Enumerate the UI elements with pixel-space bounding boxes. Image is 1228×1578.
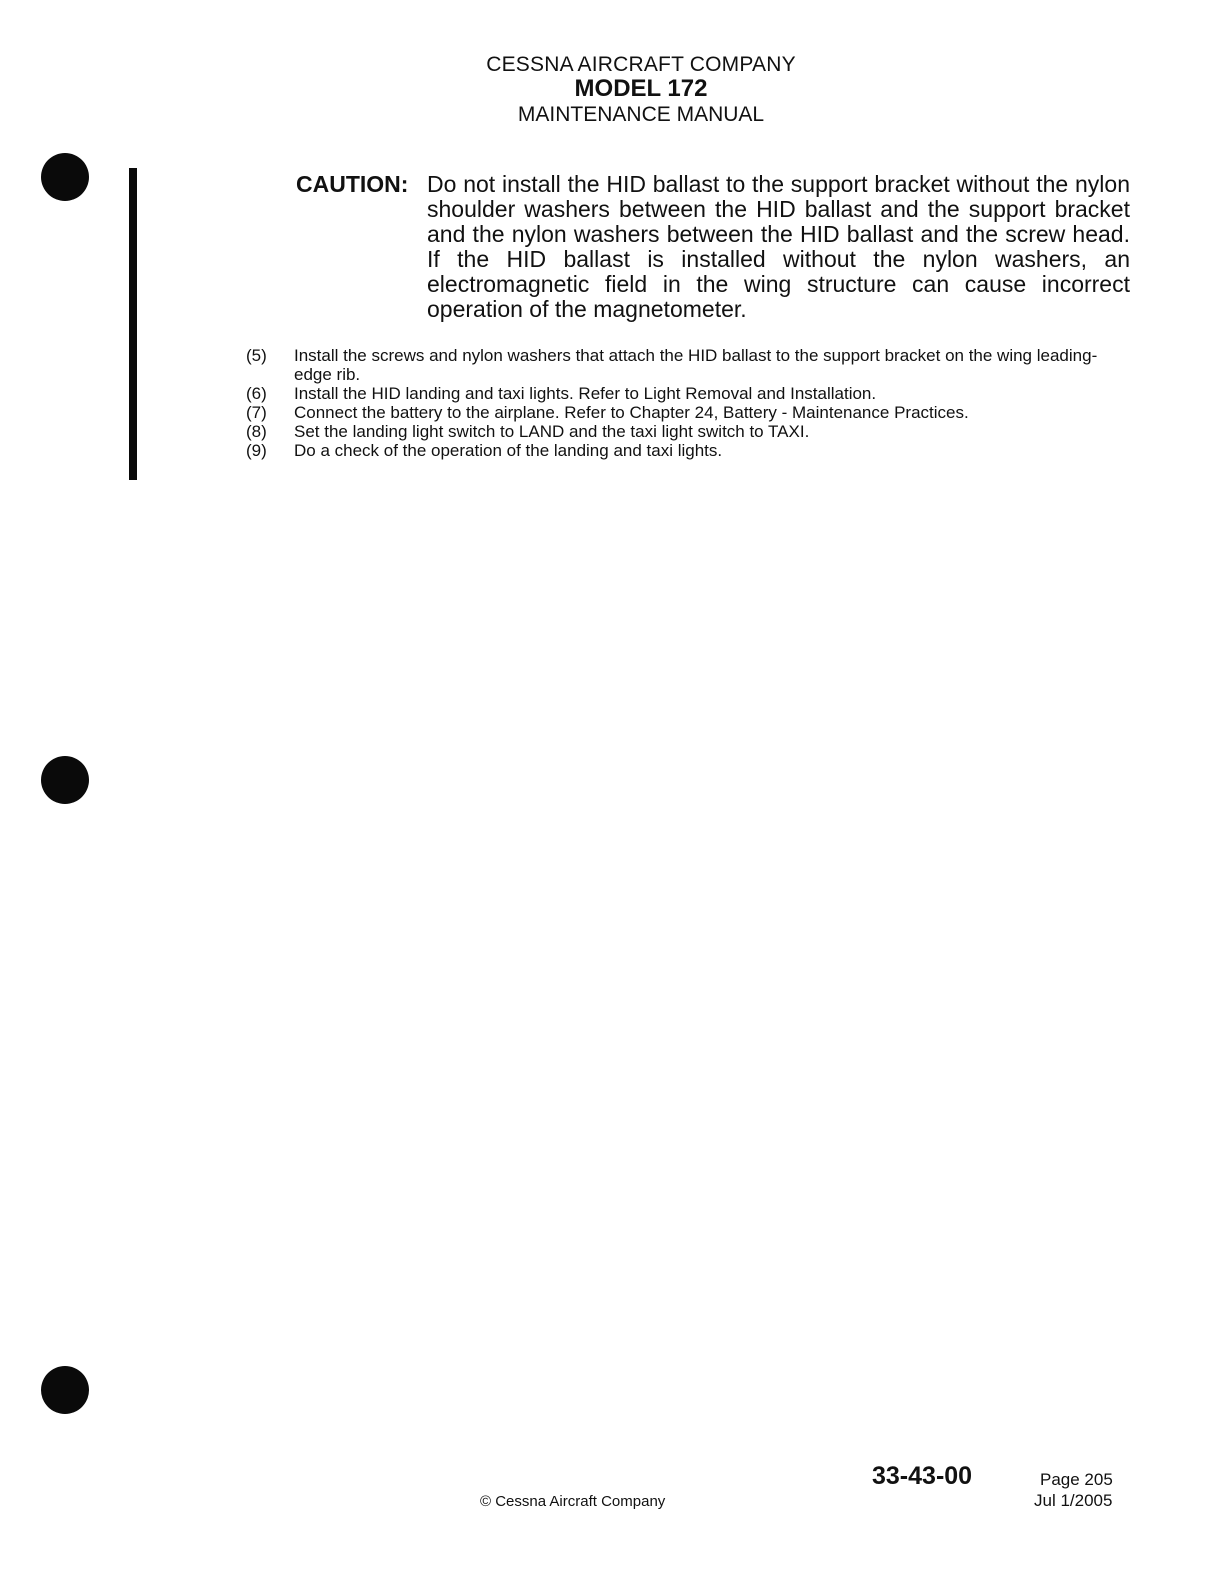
procedure-steps [246,346,1132,460]
step-text: Do a check of the operation of the landing and taxi lights. [294,441,723,460]
list-item [246,403,1132,422]
step-number: (8) [246,422,267,441]
step-number: (7) [246,403,267,422]
caution-text: Do not install the HID ballast to the support bracket without the nylon shoulder washers between the HID ballast and the support bracket and the nylon washers between the HID ballast and the screw head. If the HID ballast is installed without the nylon washers, an electromagnetic field in the wing structure can cause incorrect operation of the magnetometer. [427,171,1130,322]
caution-label: CAUTION: [296,171,409,197]
page-number: Page 205 [1040,1470,1113,1489]
page-header [0,54,1228,125]
step-number: (5) [246,346,267,365]
section-code: 33-43-00 [872,1462,973,1490]
list-item [246,422,1132,441]
caution-notice [296,172,1130,322]
punch-hole-top [41,153,89,201]
punch-hole-bottom [41,1366,89,1414]
list-item [246,384,1132,403]
punch-hole-middle [41,756,89,804]
step-text: Install the screws and nylon washers that attach the HID ballast to the support bracket on the wing leading-edge rib. [294,346,1098,384]
model-title: MODEL 172 [574,75,708,102]
step-text: Connect the battery to the airplane. Refer to Chapter 24, Battery - Maintenance Practices. [294,403,969,422]
step-text: Install the HID landing and taxi lights. Refer to Light Removal and Installation. [294,384,877,403]
list-item [246,346,1132,384]
copyright-notice: © Cessna Aircraft Company [480,1493,666,1510]
revision-date: Jul 1/2005 [1034,1491,1113,1510]
manual-title: MAINTENANCE MANUAL [517,103,765,126]
revision-change-bar [129,168,137,480]
list-item [246,441,1132,460]
step-number: (6) [246,384,267,403]
step-number: (9) [246,441,267,460]
company-name: CESSNA AIRCRAFT COMPANY [486,53,796,76]
step-text: Set the landing light switch to LAND and the taxi light switch to TAXI. [294,422,810,441]
